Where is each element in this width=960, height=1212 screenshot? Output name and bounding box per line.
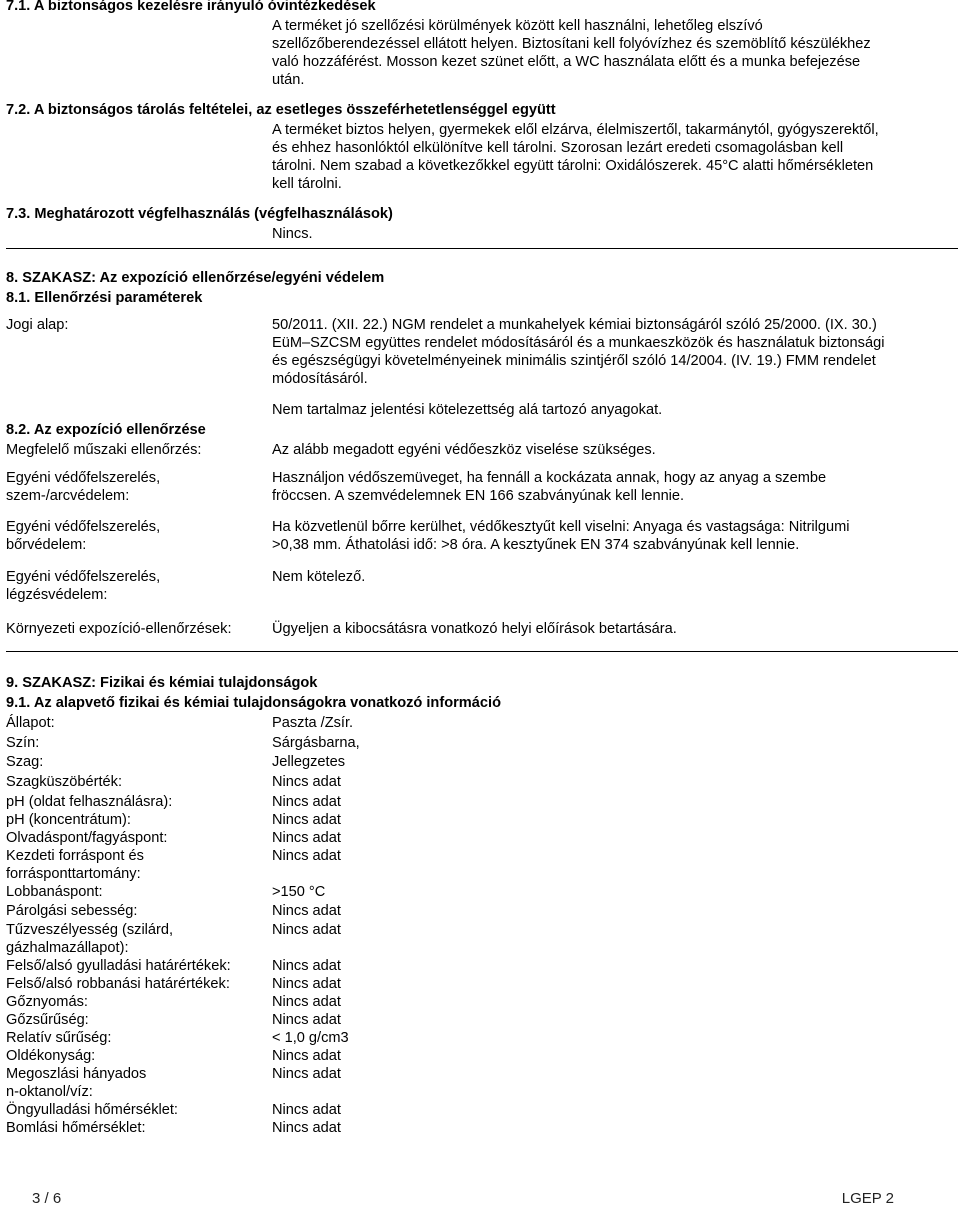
label-line: Párolgási sebesség: bbox=[6, 903, 138, 919]
label-line: n-oktanol/víz: bbox=[6, 1084, 93, 1100]
property-value: Nincs adat bbox=[272, 903, 341, 919]
property-value: Nincs adat bbox=[272, 794, 341, 810]
property-label bbox=[6, 753, 268, 771]
property-value: Paszta /Zsír. bbox=[272, 715, 354, 731]
property-value: Nincs adat bbox=[272, 848, 341, 864]
label-line: Szagküszöbérték: bbox=[6, 774, 123, 790]
property-label bbox=[6, 811, 268, 829]
label-line: Kezdeti forráspont és bbox=[6, 848, 144, 864]
property-label bbox=[6, 957, 268, 975]
property-value: Nincs adat bbox=[272, 1012, 341, 1028]
section-7-3-heading: 7.3. Meghatározott végfelhasználás (végfelhasználások) bbox=[6, 206, 393, 222]
property-value: >150 °C bbox=[272, 884, 326, 900]
text-line: után. bbox=[272, 72, 305, 88]
property-value: Jellegzetes bbox=[272, 754, 346, 770]
respiratory-protection-value: Nem kötelező. bbox=[272, 569, 366, 585]
property-label bbox=[6, 1119, 268, 1137]
property-label bbox=[6, 902, 268, 920]
label-line: Felső/alsó gyulladási határértékek: bbox=[6, 958, 231, 974]
eye-protection-value bbox=[272, 469, 952, 505]
label-line: bőrvédelem: bbox=[6, 537, 87, 553]
property-label bbox=[6, 847, 268, 883]
label-line: Gőznyomás: bbox=[6, 994, 88, 1010]
section-7-3-text: Nincs. bbox=[272, 226, 313, 242]
label-line: pH (oldat felhasználásra): bbox=[6, 794, 173, 810]
label-line: Felső/alsó robbanási határértékek: bbox=[6, 976, 230, 992]
text-line: EüM–SZCSM együttes rendelet módosításáról és a munkaeszközök és használatuk biztonsági bbox=[272, 335, 885, 351]
property-label bbox=[6, 1065, 268, 1101]
property-label bbox=[6, 734, 268, 752]
label-line: Gőzsűrűség: bbox=[6, 1012, 89, 1028]
legal-basis-label: Jogi alap: bbox=[6, 317, 69, 333]
skin-protection-value bbox=[272, 518, 952, 554]
text-line: fröccsen. A szemvédelemnek EN 166 szabványúnak kell lennie. bbox=[272, 488, 685, 504]
text-line: tárolni. Nem szabad a következőkkel együtt tárolni: Oxidálószerek. 45°C alatti hőmérsékleten bbox=[272, 158, 874, 174]
text-line: és ehhez hasonlóktól elkülönítve kell tárolni. Szorosan lezárt eredeti csomagolásban kell bbox=[272, 140, 844, 156]
property-label bbox=[6, 829, 268, 847]
property-value: Nincs adat bbox=[272, 922, 341, 938]
legal-basis-text bbox=[272, 316, 952, 388]
property-label bbox=[6, 1011, 268, 1029]
section-divider bbox=[6, 651, 958, 652]
property-value: Nincs adat bbox=[272, 1102, 341, 1118]
label-line: Oldékonyság: bbox=[6, 1048, 96, 1064]
property-label bbox=[6, 1047, 268, 1065]
skin-protection-label bbox=[6, 518, 268, 554]
text-line: Ha közvetlenül bőrre kerülhet, védőkesztyűt kell viselni: Anyaga és vastagsága: Nitrilgumi bbox=[272, 519, 850, 535]
text-line: szellőzőberendezéssel ellátott helyen. Biztosítani kell folyóvízhez és szemöblítő készülékhez bbox=[272, 36, 871, 52]
section-9-heading: 9. SZAKASZ: Fizikai és kémiai tulajdonságok bbox=[6, 675, 318, 691]
label-line: Lobbanáspont: bbox=[6, 884, 103, 900]
label-line: Szag: bbox=[6, 754, 44, 770]
property-label bbox=[6, 1101, 268, 1119]
property-label bbox=[6, 714, 268, 732]
label-line: Megoszlási hányados bbox=[6, 1066, 147, 1082]
engineering-controls-label: Megfelelő műszaki ellenőrzés: bbox=[6, 442, 202, 458]
section-7-2-text bbox=[272, 121, 952, 193]
section-8-1-heading: 8.1. Ellenőrzési paraméterek bbox=[6, 290, 203, 306]
label-line: szem-/arcvédelem: bbox=[6, 488, 130, 504]
page-number: 3 / 6 bbox=[32, 1190, 62, 1207]
text-line: Használjon védőszemüveget, ha fennáll a kockázata annak, hogy az anyag a szembe bbox=[272, 470, 827, 486]
label-line: Egyéni védőfelszerelés, bbox=[6, 470, 161, 486]
text-line: 50/2011. (XII. 22.) NGM rendelet a munkahelyek kémiai biztonságáról szóló 25/2000. (IX. 30.) bbox=[272, 317, 877, 333]
property-value: Nincs adat bbox=[272, 976, 341, 992]
label-line: Tűzveszélyesség (szilárd, bbox=[6, 922, 174, 938]
property-value: Nincs adat bbox=[272, 812, 341, 828]
label-line: Relatív sűrűség: bbox=[6, 1030, 112, 1046]
label-line: Állapot: bbox=[6, 715, 55, 731]
environmental-controls-value: Ügyeljen a kibocsátásra vonatkozó helyi előírások betartására. bbox=[272, 621, 677, 637]
document-code: LGEP 2 bbox=[841, 1190, 894, 1207]
property-label bbox=[6, 993, 268, 1011]
label-line: Egyéni védőfelszerelés, bbox=[6, 519, 161, 535]
property-label bbox=[6, 921, 268, 957]
property-label bbox=[6, 883, 268, 901]
text-line: A terméket jó szellőzési körülmények között kell használni, lehetőleg elszívó bbox=[272, 18, 763, 34]
text-line: való hozzáférést. Mosson kezet szünet előtt, a WC használata előtt és a munka befejezése bbox=[272, 54, 861, 70]
section-7-1-heading: 7.1. A biztonságos kezelésre irányuló óvintézkedések bbox=[6, 0, 376, 14]
text-line: módosításáról. bbox=[272, 371, 368, 387]
label-line: pH (koncentrátum): bbox=[6, 812, 131, 828]
property-label bbox=[6, 1029, 268, 1047]
environmental-controls-label: Környezeti expozíció-ellenőrzések: bbox=[6, 621, 232, 637]
property-label bbox=[6, 773, 268, 791]
no-limit-substances: Nem tartalmaz jelentési kötelezettség alá tartozó anyagokat. bbox=[272, 402, 663, 418]
section-9-1-heading: 9.1. Az alapvető fizikai és kémiai tulajdonságokra vonatkozó információ bbox=[6, 695, 501, 711]
text-line: >0,38 mm. Áthatolási idő: >8 óra. A kesztyűnek EN 374 szabványúnak kell lennie. bbox=[272, 537, 800, 553]
label-line: Egyéni védőfelszerelés, bbox=[6, 569, 161, 585]
section-8-2-heading: 8.2. Az expozíció ellenőrzése bbox=[6, 422, 206, 438]
property-label bbox=[6, 793, 268, 811]
label-line: Öngyulladási hőmérséklet: bbox=[6, 1102, 178, 1118]
respiratory-protection-label bbox=[6, 568, 268, 604]
section-7-2-heading: 7.2. A biztonságos tárolás feltételei, az esetleges összeférhetetlenséggel együtt bbox=[6, 102, 556, 118]
label-line: légzésvédelem: bbox=[6, 587, 108, 603]
property-value: < 1,0 g/cm3 bbox=[272, 1030, 349, 1046]
section-divider bbox=[6, 248, 958, 249]
section-8-heading: 8. SZAKASZ: Az expozíció ellenőrzése/egyéni védelem bbox=[6, 270, 385, 286]
property-value: Nincs adat bbox=[272, 1048, 341, 1064]
text-line: A terméket biztos helyen, gyermekek elől elzárva, élelmiszertől, takarmánytól, gyógyszerektől, bbox=[272, 122, 879, 138]
property-value: Nincs adat bbox=[272, 1120, 341, 1136]
property-label bbox=[6, 975, 268, 993]
label-line: Olvadáspont/fagyáspont: bbox=[6, 830, 168, 846]
property-value: Nincs adat bbox=[272, 994, 341, 1010]
text-line: és egészségügyi követelményeinek minimális szintjéről szóló 14/2004. (IV. 19.) FMM rendelet bbox=[272, 353, 876, 369]
label-line: gázhalmazállapot): bbox=[6, 940, 129, 956]
property-value: Nincs adat bbox=[272, 830, 341, 846]
eye-protection-label bbox=[6, 469, 268, 505]
section-7-1-text bbox=[272, 17, 952, 89]
property-value: Nincs adat bbox=[272, 774, 341, 790]
property-value: Sárgásbarna, bbox=[272, 735, 360, 751]
label-line: Szín: bbox=[6, 735, 40, 751]
property-value: Nincs adat bbox=[272, 958, 341, 974]
text-line: kell tárolni. bbox=[272, 176, 342, 192]
engineering-controls-value: Az alább megadott egyéni védőeszköz viselése szükséges. bbox=[272, 442, 656, 458]
property-value: Nincs adat bbox=[272, 1066, 341, 1082]
label-line: Bomlási hőmérséklet: bbox=[6, 1120, 146, 1136]
label-line: forrásponttartomány: bbox=[6, 866, 141, 882]
